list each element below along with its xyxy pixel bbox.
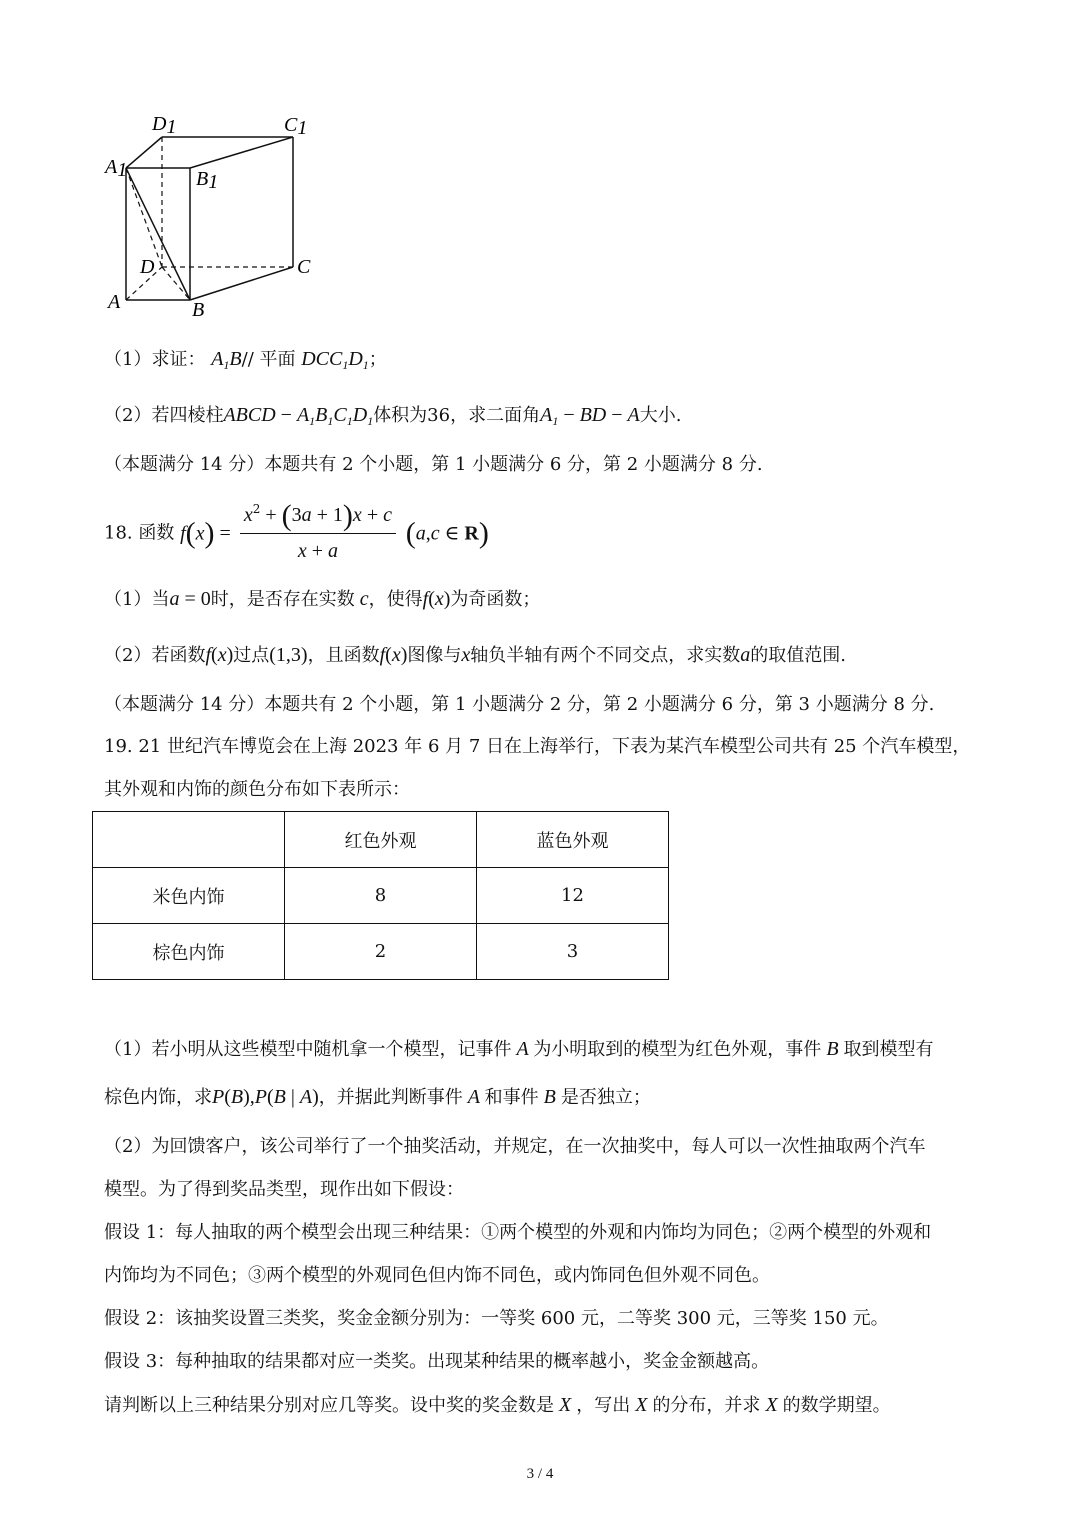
q19-part1-line1: （1）若小明从这些模型中随机拿一个模型，记事件 A 为小明取到的模型为红色外观，事件 B 取到模型有 xyxy=(104,1038,934,1060)
q19-part2-line2: 模型。为了得到奖品类型，现作出如下假设： xyxy=(104,1179,464,1200)
q19-hypothesis2: 假设 2：该抽奖设置三类奖，奖金金额分别为：一等奖 600 元，二等奖 300 元，三等奖 150 元。 xyxy=(104,1308,889,1329)
q19-hypothesis1-line2: 内饰均为不同色；③两个模型的外观同色但内饰不同色，或内饰同色但外观不同色。 xyxy=(104,1265,770,1286)
table-cell: 棕色内饰 xyxy=(93,924,285,980)
table-row xyxy=(93,868,669,924)
label-A: A xyxy=(108,291,121,313)
q19-final-question: 请判断以上三种结果分别对应几等奖。设中奖的奖金数是 X ，写出 X 的分布，并求 X 的数学期望。 xyxy=(104,1394,891,1416)
q19-hypothesis3: 假设 3：每种抽取的结果都对应一类奖。出现某种结果的概率越小，奖金金额越高。 xyxy=(104,1351,770,1372)
label-B1: B1 xyxy=(196,168,219,193)
q18-header: （本题满分 14 分）本题共有 2 个小题，第 1 小题满分 6 分，第 2 小题满分 8 分. xyxy=(104,454,763,475)
label-B: B xyxy=(192,299,205,321)
table-cell: 8 xyxy=(285,868,477,924)
q19-part1-line2: 棕色内饰，求P(B),P(B | A)，并据此判断事件 A 和事件 B 是否独立； xyxy=(104,1086,651,1108)
table-cell: 2 xyxy=(285,924,477,980)
q17-part1: （1）求证： $A_1B//$ 平面 $DCC_1D_1$； xyxy=(104,348,387,372)
q19-header: （本题满分 14 分）本题共有 2 个小题，第 1 小题满分 2 分，第 2 小题满分 6 分，第 3 小题满分 8 分. xyxy=(104,694,935,715)
table-header-red: 红色外观 xyxy=(285,812,477,868)
label-D1: D1 xyxy=(152,113,177,138)
table-cell: 12 xyxy=(477,868,669,924)
prism-figure xyxy=(100,110,420,340)
q18-part2: （2）若函数f(x)过点(1,3)，且函数f(x)图像与x轴负半轴有两个不同交点，求实数a的取值范围. xyxy=(104,644,846,666)
q19-hypothesis1-line1: 假设 1：每人抽取的两个模型会出现三种结果：①两个模型的外观和内饰均为同色；②两个模型的外观和 xyxy=(104,1222,932,1243)
table-cell: 3 xyxy=(477,924,669,980)
q19-part2-line1: （2）为回馈客户，该公司举行了一个抽奖活动，并规定，在一次抽奖中，每人可以一次性抽取两个汽车 xyxy=(104,1136,926,1157)
q18-part1: （1）当a = 0时，是否存在实数 c，使得f(x)为奇函数； xyxy=(104,588,541,610)
table-cell: 米色内饰 xyxy=(93,868,285,924)
table-row xyxy=(93,924,669,980)
table-header-row xyxy=(93,812,669,868)
page-number: 3 / 4 xyxy=(526,1466,554,1482)
q17-part2: （2）若四棱柱ABCD − $A_1B_1C_1D_1$体积为36，求二面角$A_1$ − BD − A大小. xyxy=(104,404,682,428)
label-C1: C1 xyxy=(284,114,308,139)
q18-function: 18. 函数 f(x) = $\frac{x^2 + (3a + 1)x + c}{x + a}$ (a,c ∈ R) xyxy=(104,499,489,562)
color-distribution-table xyxy=(92,811,669,980)
label-C: C xyxy=(297,256,311,278)
table-header-blue: 蓝色外观 xyxy=(477,812,669,868)
table-corner-cell xyxy=(93,812,285,868)
label-A1: A1 xyxy=(105,156,128,181)
label-D: D xyxy=(140,256,155,278)
q19-intro-line2: 其外观和内饰的颜色分布如下表所示： xyxy=(104,779,410,800)
q19-intro-line1: 19. 21 世纪汽车博览会在上海 2023 年 6 月 7 日在上海举行，下表为某汽车模型公司共有 25 个汽车模型， xyxy=(104,736,971,757)
